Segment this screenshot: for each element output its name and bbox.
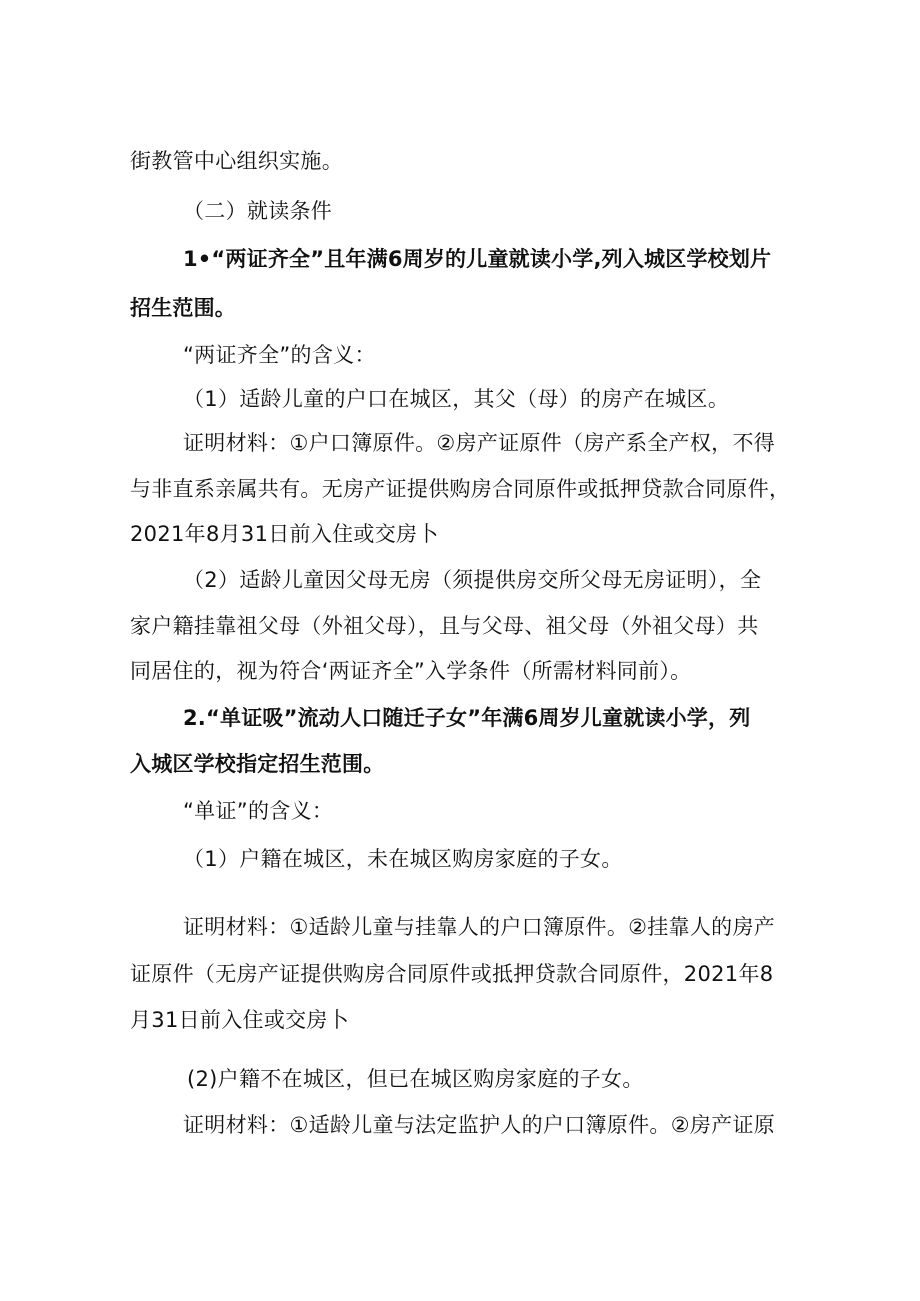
- text-line: “单证”的含义：: [183, 799, 334, 823]
- condition-heading-1: 1•“两证齐全”且年满6周岁的儿童就读小学,列入城区学校划片: [183, 247, 772, 271]
- section-heading: （二）就读条件: [183, 199, 333, 223]
- text-line: 月31日前入住或交房卜: [130, 1008, 350, 1032]
- text-line: 2021年8月31日前入住或交房卜: [130, 522, 439, 546]
- condition-heading-1-cont: 招生范围。: [130, 296, 236, 320]
- text-line: 证明材料：①户口簿原件。②房产证原件（房产系全产权，不得: [183, 431, 776, 455]
- text-line: 证原件（无房产证提供购房合同原件或抵押贷款合同原件，2021年8: [130, 962, 774, 986]
- condition-heading-2-cont: 入城区学校指定招生范围。: [130, 752, 385, 776]
- text-line: 同居住的，视为符合‘两证齐全”入学条件（所需材料同前）。: [130, 659, 692, 683]
- text-line: (2)户籍不在城区，但已在城区购房家庭的子女。: [187, 1067, 644, 1091]
- text-line: （1）适龄儿童的户口在城区，其父（母）的房产在城区。: [183, 387, 730, 411]
- text-line: （2）适龄儿童因父母无房（须提供房交所父母无房证明），全: [183, 568, 762, 592]
- text-line: 证明材料：①适龄儿童与挂靠人的户口簿原件。②挂靠人的房产: [183, 915, 776, 939]
- text-line: “两证齐全”的含义：: [183, 343, 376, 367]
- text-line: （1）户籍在城区，未在城区购房家庭的子女。: [183, 847, 623, 871]
- condition-heading-2: 2.“单证吸”流动人口随迁子女”年满6周岁儿童就读小学，列: [183, 706, 751, 730]
- text-line: 家户籍挂靠祖父母（外祖父母），且与父母、祖父母（外祖父母）共: [130, 614, 759, 638]
- text-line: 与非直系亲属共有。无房产证提供购房合同原件或抵押贷款合同原件，: [130, 477, 791, 501]
- text-line: 证明材料：①适龄儿童与法定监护人的户口簿原件。②房产证原: [183, 1113, 776, 1137]
- text-line: 街教管中心组织实施。: [130, 149, 343, 173]
